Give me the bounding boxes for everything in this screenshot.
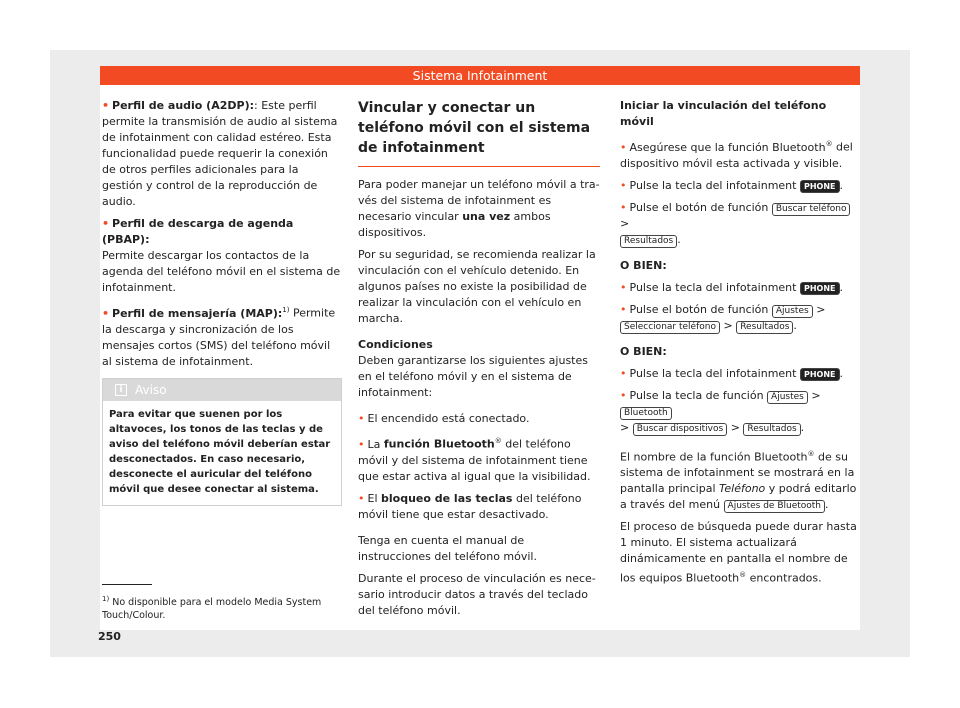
list-item: • Perfil de mensajería (MAP):$^{1)}$ Permite la descarga y sincronización de los mensajes cortos (SMS) del teléfono móvil al sistema de infotainment. [102, 302, 342, 370]
paragraph: El proceso de búsqueda puede durar hasta 1 minuto. El sistema actualizará dinámicamente en pantalla el nombre de los equipos Bluetooth® encontrados. [620, 520, 857, 585]
subheading: Iniciar la vinculación del teléfono móvil [620, 99, 827, 128]
note-text: Para evitar que suenen por los altavoces, los tonos de las teclas y de aviso del teléfono móvil deberían estar desconectados. En caso necesario, desconecte el auricular del teléfono móvil que desee conectar al sistema. [109, 408, 331, 495]
ajustes-bluetooth-button: Ajustes de Bluetooth [724, 500, 825, 513]
subheading: Condiciones [358, 338, 433, 351]
phone-key: PHONE [800, 282, 840, 295]
bluetooth-button: Bluetooth [620, 407, 672, 420]
footnote: $^{1)}$ No disponible para el modelo Media System Touch/Colour. [102, 595, 322, 622]
page-number: 250 [98, 630, 121, 643]
seleccionar-telefono-button: Seleccionar teléfono [620, 321, 720, 334]
paragraph: Para poder manejar un teléfono móvil a través del sistema de infotainment es necesario vincular una vez ambos dispositivos. [358, 178, 600, 239]
section-title: Vincular y conectar un teléfono móvil con el sistema de infotainment [358, 98, 600, 167]
or-label: O BIEN: [620, 258, 667, 272]
phone-key: PHONE [800, 368, 840, 381]
column-right [620, 98, 860, 593]
paragraph: Condiciones Deben garantizarse los siguientes ajustes en el teléfono móvil y en el sistema de infotainment: [358, 338, 588, 399]
list-item: • Pulse la tecla del infotainment PHONE . [620, 366, 860, 382]
list-item: • Perfil de audio (A2DP):: Este perfil permite la transmisión de audio al sistema de infotainment con calidad estéreo. Esta funcionalidad puede requerir la conexión de otros perfiles adicionales para la gestión y control de la reproducción de audio. [102, 98, 342, 210]
list-item: • Perfil de descarga de agenda (PBAP): Permite descargar los contactos de la agenda del teléfono móvil en el sistema de infotainment. [102, 216, 342, 296]
list-item: • Pulse el botón de función Buscar teléfono > Resultados . [620, 200, 860, 248]
term: • Perfil de audio (A2DP): [102, 99, 254, 112]
list-item: • Asegúrese que la función Bluetooth® del dispositivo móvil esta activada y visible. [620, 136, 860, 172]
list-item: • El bloqueo de las teclas del teléfono móvil tiene que estar desactivado. [358, 491, 600, 523]
paragraph: Por su seguridad, se recomienda realizar la vinculación con el vehículo detenido. En algunos países no existe la posibilidad de realizar la vinculación con el vehículo en marcha. [358, 248, 596, 325]
buscar-telefono-button: Buscar teléfono [772, 203, 851, 216]
list-item: • La función Bluetooth® del teléfono móvil y del sistema de infotainment tiene que estar activa al igual que la visibilidad. [358, 433, 600, 485]
note-title: Aviso [135, 382, 167, 397]
list-item: • Pulse el botón de función Ajustes > Seleccionar teléfono > Resultados . [620, 302, 860, 334]
ajustes-button: Ajustes [772, 305, 813, 318]
resultados-button: Resultados [620, 235, 677, 248]
column-left [102, 98, 342, 506]
note-header [103, 379, 341, 401]
list-item: • Pulse la tecla de función Ajustes > Bluetooth > Buscar dispositivos > Resultados . [620, 388, 860, 436]
info-icon: i [115, 384, 127, 396]
paragraph: Tenga en cuenta el manual de instrucciones del teléfono móvil. [358, 533, 537, 563]
paragraph: El nombre de la función Bluetooth® de su sistema de infotainment se mostrará en la pantalla principal Teléfono y podrá editarlo a través del menú Ajustes de Bluetooth . [620, 449, 857, 512]
buscar-dispositivos-button: Buscar dispositivos [633, 423, 727, 436]
phone-key: PHONE [800, 180, 840, 193]
section-header: Sistema Infotainment [100, 66, 860, 85]
ajustes-button: Ajustes [767, 391, 808, 404]
resultados-button: Resultados [743, 423, 800, 436]
list-item: • El encendido está conectado. [358, 411, 600, 427]
footnote-divider [102, 584, 152, 585]
resultados-button: Resultados [736, 321, 793, 334]
column-middle [358, 98, 600, 625]
term: • Perfil de descarga de agenda (PBAP): [102, 217, 293, 246]
list-item: • Pulse la tecla del infotainment PHONE . [620, 178, 860, 194]
or-label: O BIEN: [620, 344, 667, 358]
paragraph: Durante el proceso de vinculación es necesario introducir datos a través del teclado del teléfono móvil. [358, 571, 596, 617]
list-item: • Pulse la tecla del infotainment PHONE . [620, 280, 860, 296]
note-box [102, 378, 342, 506]
term: • Perfil de mensajería (MAP): [102, 307, 282, 320]
footnote-ref: 1) [282, 306, 290, 314]
